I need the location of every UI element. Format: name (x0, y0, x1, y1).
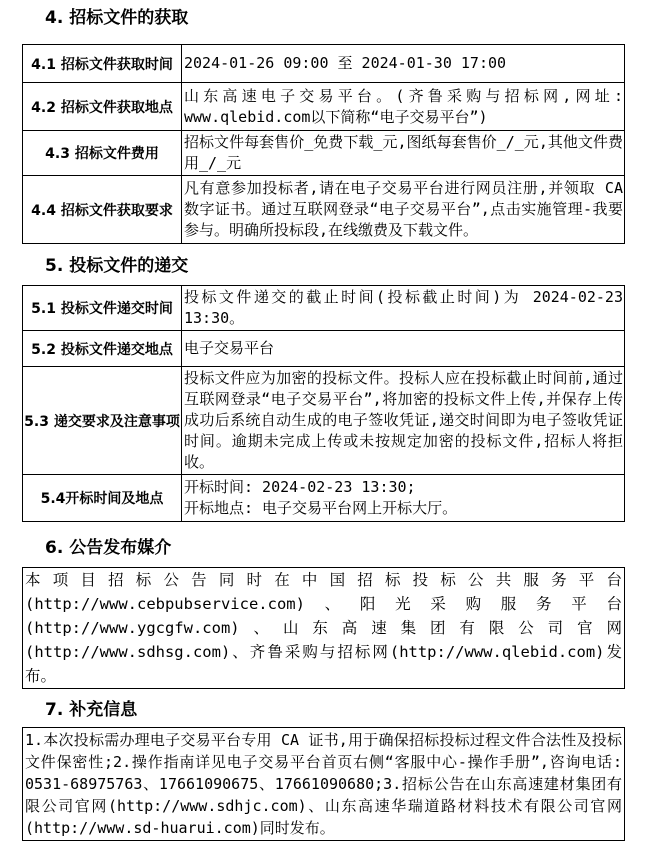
row-label-4-3: 4.3 招标文件费用 (23, 131, 182, 176)
table-row-5-2 (23, 331, 625, 367)
section-5-table (22, 285, 625, 522)
section-7-heading: 7. 补充信息 (45, 700, 138, 720)
table-row-4-4 (23, 176, 625, 244)
row-content-5-3: 投标文件应为加密的投标文件。投标人应在投标截止时间前,通过互联网登录“电子交易平台”,将加密的投标文件上传,并保存上传成功后系统自动生成的电子签收凭证,递交时间即为电子签收凭证时间。逾期未完成上传或未按规定加密的投标文件,招标人将拒收。 (182, 367, 625, 475)
table-row-4-2 (23, 83, 625, 131)
row-label-5-2: 5.2 投标文件递交地点 (23, 331, 182, 367)
supplementary-info-box: 1.本次投标需办理电子交易平台专用 CA 证书,用于确保招标投标过程文件合法性及投标文件保密性;2.操作指南详见电子交易平台首页右侧“客服中心-操作手册”,咨询电话: 0531-68975763、17661090675、17661090680;3.招标公告在山东高速建材集团有限公司官网(http://www.sdhjc.com)、山东高速华瑞道路材料技术有限公司官网(http://www.sd-huarui.com)同时发布。 (22, 727, 625, 841)
table-row-5-4 (23, 475, 625, 522)
row-label-4-2: 4.2 招标文件获取地点 (23, 83, 182, 131)
row-content-4-3: 招标文件每套售价_免费下载_元,图纸每套售价_/_元,其他文件费用_/_元 (182, 131, 625, 176)
table-row-5-3 (23, 367, 625, 475)
table-row-5-1 (23, 286, 625, 331)
section-4-table (22, 44, 625, 244)
row-label-5-1: 5.1 投标文件递交时间 (23, 286, 182, 331)
row-label-5-4: 5.4开标时间及地点 (23, 475, 182, 522)
row-label-4-1: 4.1 招标文件获取时间 (23, 45, 182, 83)
row-content-5-1: 投标文件递交的截止时间(投标截止时间)为 2024-02-23 13:30。 (182, 286, 625, 331)
row-content-4-1: 2024-01-26 09:00 至 2024-01-30 17:00 (182, 45, 625, 83)
open-bid-time-line: 开标时间: 2024-02-23 13:30; (184, 478, 416, 496)
section-5-heading: 5. 投标文件的递交 (45, 256, 189, 276)
row-content-5-4 (182, 475, 625, 522)
row-label-5-3: 5.3 递交要求及注意事项 (23, 367, 182, 475)
table-row-4-1 (23, 45, 625, 83)
section-6-heading: 6. 公告发布媒介 (45, 538, 172, 558)
table-row-4-3 (23, 131, 625, 176)
row-content-4-2: 山东高速电子交易平台。(齐鲁采购与招标网,网址: www.qlebid.com以下简称“电子交易平台”) (182, 83, 625, 131)
open-bid-place-line: 开标地点: 电子交易平台网上开标大厅。 (184, 499, 458, 517)
row-content-5-2: 电子交易平台 (182, 331, 625, 367)
row-content-4-4: 凡有意参加投标者,请在电子交易平台进行网员注册,并领取 CA 数字证书。通过互联网登录“电子交易平台”,点击实施管理-我要参与。明确所投标段,在线缴费及下载文件。 (182, 176, 625, 244)
section-4-heading: 4. 招标文件的获取 (45, 8, 189, 28)
announcement-media-box: 本项目招标公告同时在中国招标投标公共服务平台(http://www.cebpubservice.com)、阳光采购服务平台(http://www.ygcgfw.com)、山东高速集团有限公司官网(http://www.sdhsg.com)、齐鲁采购与招标网(http://www.qlebid.com)发布。 (22, 567, 625, 689)
row-label-4-4: 4.4 招标文件获取要求 (23, 176, 182, 244)
